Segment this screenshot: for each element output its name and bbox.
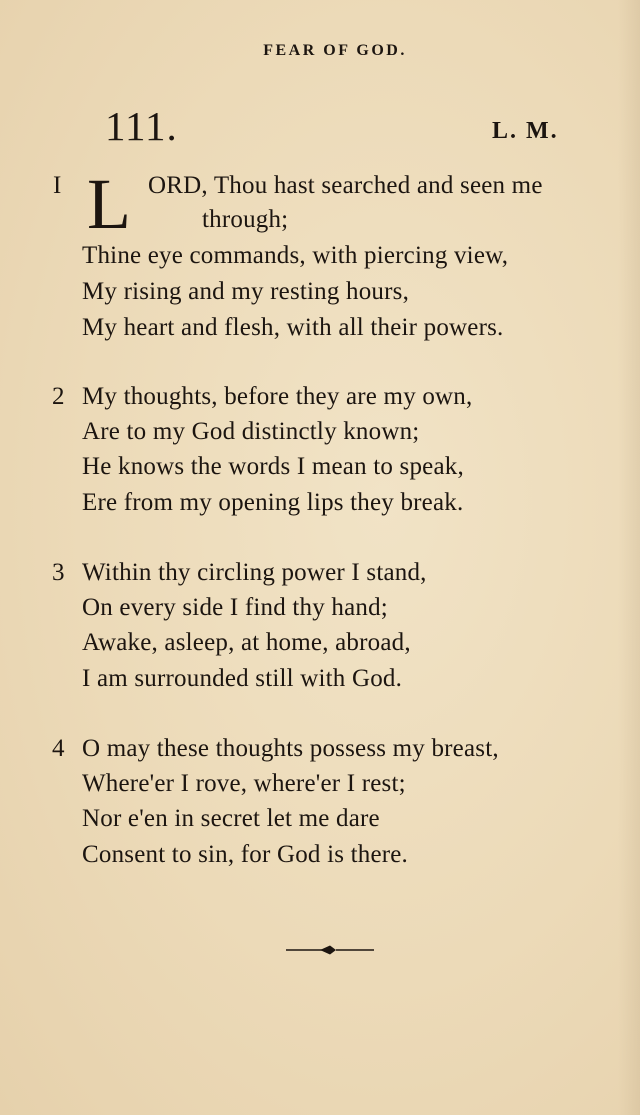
hymn-meter: L. M. — [492, 118, 559, 144]
stanza-line: ORD, Thou hast searched and seen me — [148, 172, 543, 199]
hymn-number: 111. — [105, 103, 178, 149]
stanza-line: He knows the words I mean to speak, — [82, 453, 464, 480]
page-edge-shadow — [618, 0, 640, 1115]
stanza-line: On every side I find thy hand; — [82, 594, 388, 621]
stanza-line: My thoughts, before they are my own, — [82, 383, 473, 410]
end-of-hymn-rule-icon — [284, 940, 376, 964]
stanza-number: 2 — [52, 383, 65, 410]
stanza-line: O may these thoughts possess my breast, — [82, 735, 499, 762]
stanza-line: Thine eye commands, with piercing view, — [82, 242, 509, 269]
stanza-line: Ere from my opening lips they break. — [82, 489, 464, 516]
stanza-line: Are to my God distinctly known; — [82, 418, 420, 445]
stanza-line: Consent to sin, for God is there. — [82, 841, 409, 868]
stanza-line: Awake, asleep, at home, abroad, — [82, 629, 411, 656]
stanza-line: My rising and my resting hours, — [82, 278, 410, 305]
stanza-number: 4 — [52, 735, 65, 762]
running-head: FEAR OF GOD. — [263, 42, 407, 59]
drop-cap: L — [87, 164, 131, 244]
stanza-line: My heart and flesh, with all their powers. — [82, 314, 504, 341]
stanza-line: Where'er I rove, where'er I rest; — [82, 770, 406, 797]
stanza-line: through; — [202, 206, 289, 233]
stanza-line: Within thy circling power I stand, — [82, 559, 427, 586]
stanza-number: I — [53, 172, 62, 199]
stanza-line: Nor e'en in secret let me dare — [82, 805, 380, 832]
stanza-number: 3 — [52, 559, 65, 586]
stanza-line: I am surrounded still with God. — [82, 665, 403, 692]
